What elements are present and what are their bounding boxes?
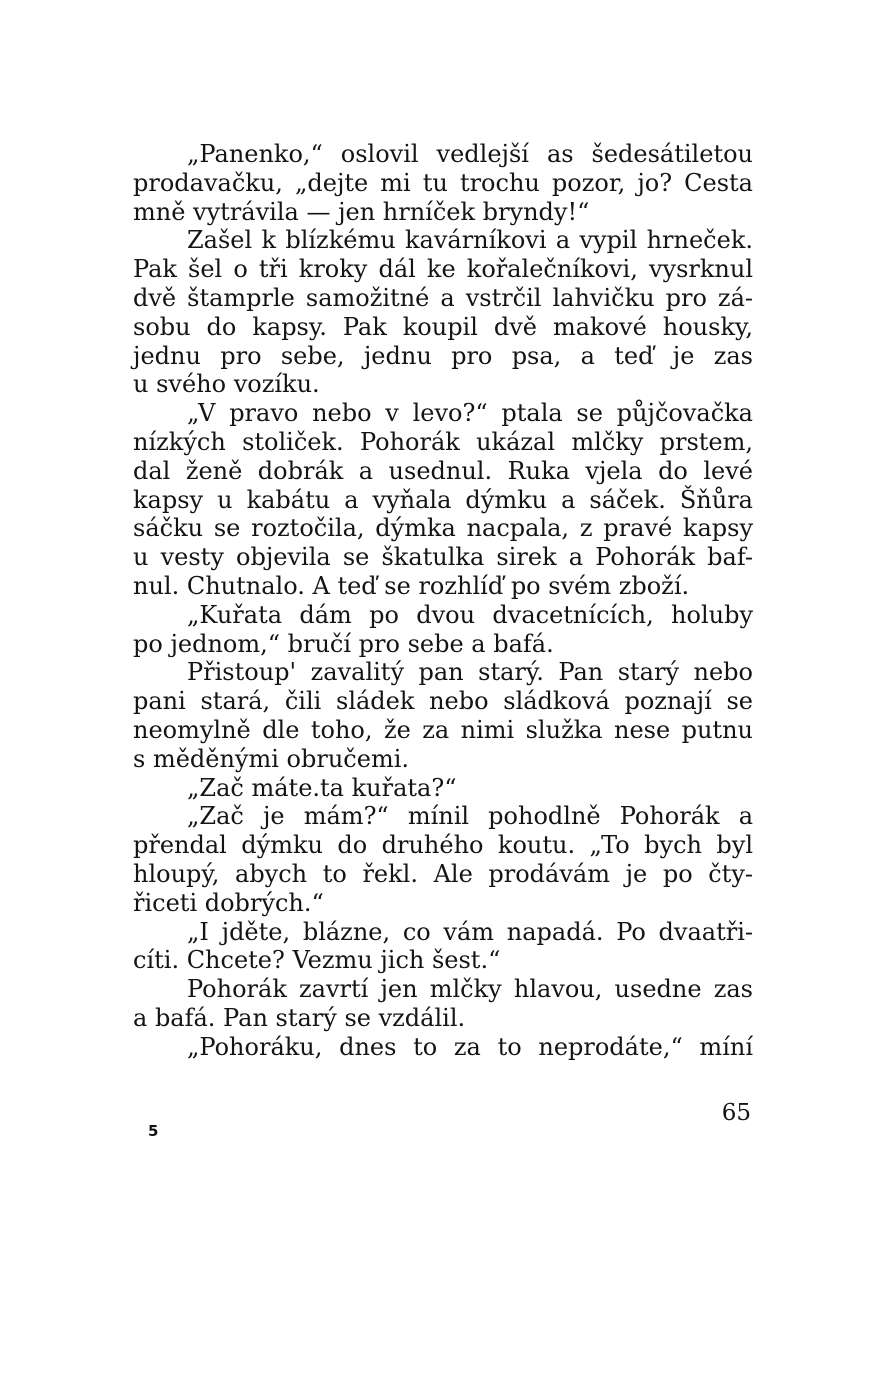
body-text: [133, 140, 753, 1062]
text-line: „Pohoráku, dnes to za to neprodáte,“ míní: [187, 1032, 753, 1061]
text-line: Pak šel o tři kroky dál ke kořalečníkovi, vysrknul: [133, 255, 753, 284]
text-line: „I jděte, blázne, co vám napadá. Po dvaatři-: [187, 917, 753, 946]
text-line: Zašel k blízkému kavárníkovi a vypil hrneček.: [187, 226, 753, 255]
text-line: sobu do kapsy. Pak koupil dvě makové housky,: [133, 312, 753, 341]
text-line: mně vytrávila — jen hrníček bryndy!“: [133, 197, 590, 226]
text-line: hloupý, abych to řekl. Ale prodávám je po čty-: [133, 859, 753, 888]
text-line: Pohorák zavrtí jen mlčky hlavou, usedne zas: [187, 975, 753, 1004]
text-line: „Panenko,“ oslovil vedlejší as šedesátiletou: [187, 140, 753, 168]
text-line: kapsy u kabátu a vyňala dýmku a sáček. Šňůra: [133, 485, 753, 514]
text-line: nul. Chutnalo. A teď se rozhlíď po svém zboží.: [133, 571, 690, 600]
text-line: s měděnými obručemi.: [133, 744, 409, 773]
text-line: sáčku se roztočila, dýmka nacpala, z pravé kapsy: [133, 514, 753, 543]
text-line: u vesty objevila se škatulka sirek a Pohorák baf-: [133, 543, 753, 572]
text-line: a bafá. Pan starý se vzdálil.: [133, 1003, 466, 1032]
text-line: po jednom,“ bručí pro sebe a bafá.: [133, 629, 554, 658]
page-number: 65: [721, 1100, 751, 1126]
text-line: neomylně dle toho, že za nimi služka nese putnu: [133, 715, 753, 744]
text-line: u svého vozíku.: [133, 370, 320, 399]
text-line: „Kuřata dám po dvou dvacetnících, holuby: [187, 600, 753, 629]
text-line: přendal dýmku do druhého koutu. „To bych byl: [133, 831, 753, 860]
text-line: dal ženě dobrák a usednul. Ruka vjela do levé: [133, 456, 753, 485]
text-line: jednu pro sebe, jednu pro psa, a teď je zas: [133, 341, 753, 370]
text-line: pani stará, čili sládek nebo sládková poznají se: [133, 687, 753, 716]
text-line: „Zač je mám?“ mínil pohodlně Pohorák a: [187, 802, 753, 831]
text-line: prodavačku, „dejte mi tu trochu pozor, jo? Cesta: [133, 168, 753, 197]
text-line: řiceti dobrých.“: [133, 888, 324, 917]
text-line: Přistoup' zavalitý pan starý. Pan starý nebo: [187, 658, 753, 687]
text-line: cíti. Chcete? Vezmu jich šest.“: [133, 946, 501, 975]
text-line: dvě štamprle samožitné a vstrčil lahvičku pro zá-: [133, 283, 753, 312]
signature-mark: 5: [148, 1122, 159, 1140]
text-line: nízkých stoliček. Pohorák ukázal mlčky prstem,: [133, 427, 753, 456]
text-line: „Zač máte.ta kuřata?“: [187, 773, 457, 802]
text-line: „V pravo nebo v levo?“ ptala se půjčovačka: [187, 399, 753, 428]
